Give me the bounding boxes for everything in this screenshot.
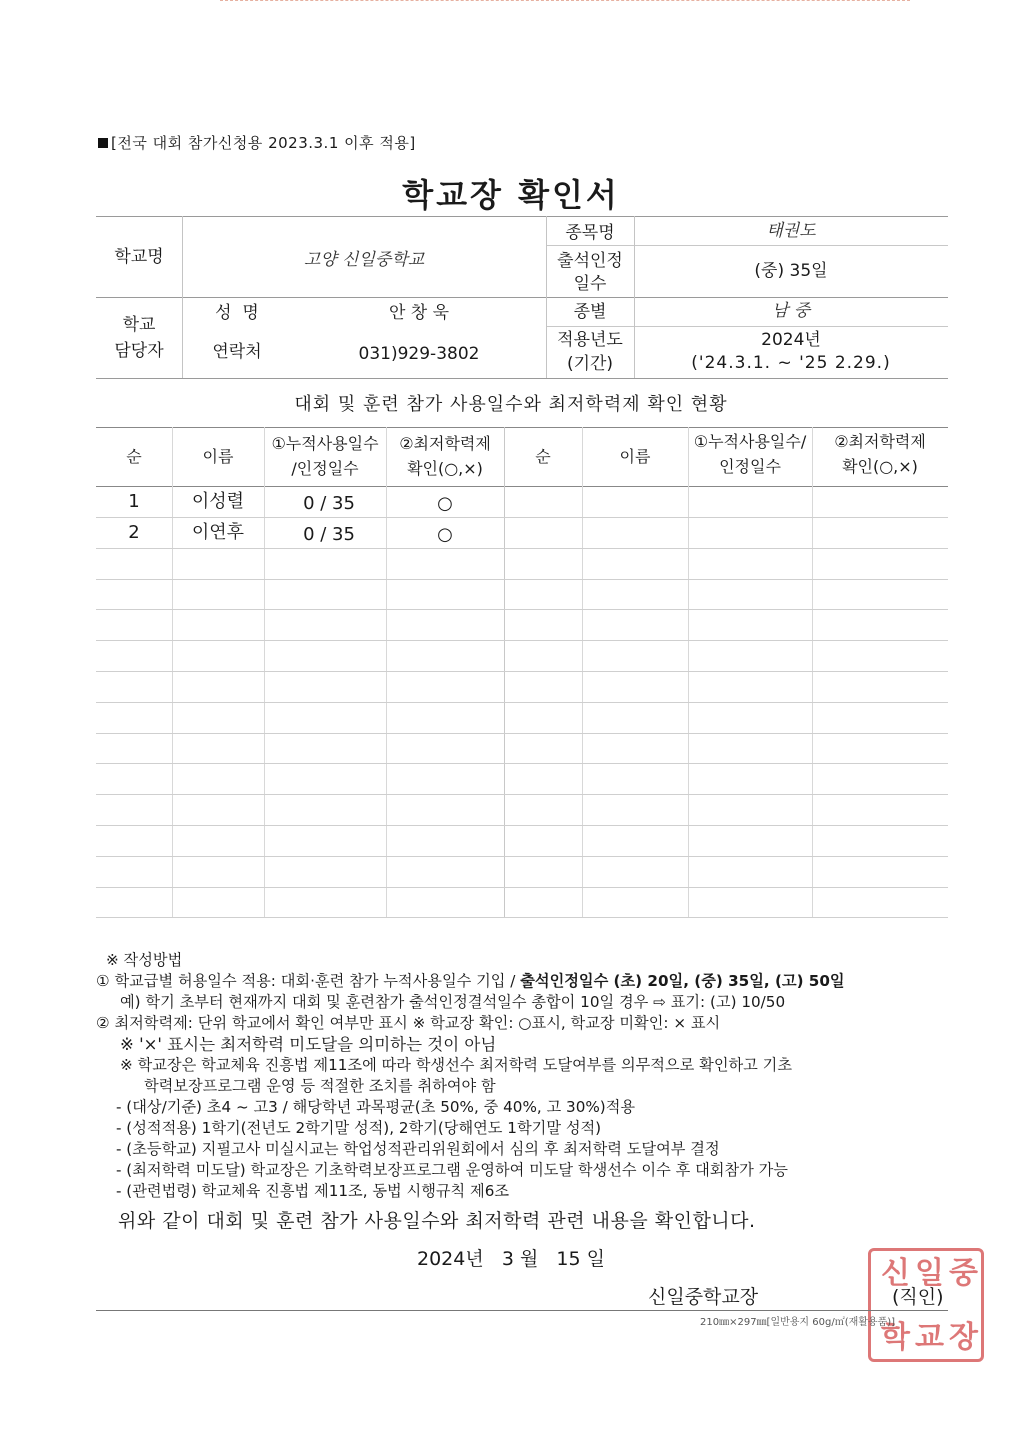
- note-1: ① 학교급별 허용일수 적용: 대회·훈련 참가 누적사용일수 기입 / 출석인정일수 (초) 20일, (중) 35일, (고) 50일: [96, 972, 845, 990]
- name-label: 성 명: [215, 303, 259, 323]
- square-bullet-icon: [98, 138, 108, 148]
- header-days-2: /인정일수: [291, 459, 359, 478]
- seal-char: 중: [949, 1256, 978, 1291]
- note-4-cont: 학력보장프로그램 운영 등 적절한 조치를 취하여야 함: [144, 1077, 496, 1095]
- header-days-1: ①누적사용일수: [271, 434, 379, 453]
- header-check-right-2: 확인(○,×): [842, 457, 918, 476]
- divider: [582, 427, 583, 917]
- table-row-rule: [96, 702, 948, 703]
- sport-label: 종목명: [565, 223, 615, 243]
- table-row-rule: [96, 579, 948, 580]
- table-row-rule: [96, 640, 948, 641]
- confirmation-text: 위와 같이 대회 및 훈련 참가 사용일수와 최저학력 관련 내용을 확인합니다.: [118, 1210, 756, 1232]
- detail-5: - (관련법령) 학교체육 진흥법 제11조, 동법 시행규칙 제6조: [116, 1182, 510, 1200]
- seal-char: 학: [881, 1320, 910, 1355]
- attendance-label-1: 출석인정: [557, 251, 623, 271]
- header-no-right: 순: [535, 447, 551, 466]
- footer-rule: [96, 1310, 948, 1311]
- year-label-2: (기간): [566, 354, 614, 374]
- issue-date: 2024년 3 월 15 일: [417, 1248, 605, 1270]
- header-name-right: 이름: [619, 447, 651, 466]
- seal-char: 장: [949, 1320, 978, 1355]
- detail-2: - (성적적용) 1학기(전년도 2학기말 성적), 2학기(당해연도 1학기말 성적): [116, 1119, 602, 1137]
- divider: [688, 427, 689, 917]
- header-days-right-2: 인정일수: [719, 457, 781, 476]
- note-1-example: 예) 학기 초부터 현재까지 대회 및 훈련참가 출석인정결석일수 총합이 10일 경우 ⇨ 표기: (고) 10/50: [120, 993, 786, 1011]
- gender-label: 종별: [573, 302, 607, 322]
- manager-label-2: 담당자: [114, 341, 164, 361]
- table-row-rule: [96, 917, 948, 918]
- table-row-rule: [96, 763, 948, 764]
- detail-4: - (최저학력 미도달) 학교장은 기초학력보장프로그램 운영하여 미도달 학생선수 이수 후 대회참가 가능: [116, 1161, 788, 1179]
- page-title: 학교장 확인서: [402, 176, 620, 214]
- rule: [96, 427, 948, 428]
- detail-3: - (초등학교) 지필고사 미실시교는 학업성적관리위원회에서 심의 후 최저학력 도달여부 결정: [116, 1140, 720, 1158]
- header-note: [전국 대회 참가신청용 2023.3.1 이후 적용]: [98, 132, 416, 153]
- divider: [812, 427, 813, 917]
- notes-heading: ※ 작성방법: [106, 951, 183, 969]
- section-title: 대회 및 훈련 참가 사용일수와 최저학력제 확인 현황: [294, 394, 728, 415]
- row-2-name: 이연후: [191, 522, 245, 543]
- seal-char: 일: [915, 1256, 944, 1291]
- row-1-name: 이성렬: [191, 491, 245, 512]
- table-row-rule: [96, 887, 948, 888]
- table-row-rule: [96, 733, 948, 734]
- divider: [504, 427, 505, 917]
- header-check-1: ②최저학력제: [399, 434, 491, 453]
- note-3: ※ '×' 표시는 최저학력 미도달을 의미하는 것이 아님: [120, 1035, 497, 1054]
- rule: [96, 216, 948, 217]
- seal-label: (직인): [892, 1286, 944, 1308]
- school-name-value: 고양 신일중학교: [303, 250, 425, 270]
- name-value: 안 창 욱: [388, 303, 450, 323]
- gender-value: 남 중: [771, 301, 811, 321]
- table-row-rule: [96, 671, 948, 672]
- rule: [546, 326, 948, 327]
- table-row-rule: [96, 609, 948, 610]
- school-name-label: 학교명: [114, 247, 164, 267]
- rule: [96, 378, 948, 379]
- header-name: 이름: [202, 447, 234, 466]
- note-2: ② 최저학력제: 단위 학교에서 확인 여부만 표시 ※ 학교장 확인: ○표시, 학교장 미확인: × 표시: [96, 1014, 721, 1032]
- row-2-no: 2: [128, 522, 140, 543]
- table-row-rule: [96, 825, 948, 826]
- attendance-value: (중) 35일: [754, 261, 828, 281]
- period-value: ('24.3.1. ~ '25 2.29.): [691, 353, 891, 373]
- attendance-label-2: 일수: [573, 274, 607, 294]
- detail-1: - (대상/기준) 초4 ~ 고3 / 해당학년 과목평균(초 50%, 중 40%, 고 30%)적용: [116, 1098, 636, 1116]
- rule: [546, 245, 948, 246]
- manager-label-1: 학교: [122, 315, 156, 335]
- paper-spec: 210㎜×297㎜[일반용지 60g/㎡(재활용품)]: [700, 1317, 896, 1328]
- row-1-check: ○: [437, 493, 453, 514]
- row-1-days: 0 / 35: [303, 493, 355, 514]
- instructions: [96, 950, 956, 1202]
- table-row-rule: [96, 517, 948, 518]
- principal-name: 신일중학교장: [648, 1286, 759, 1308]
- header-check-right-1: ②최저학력제: [834, 432, 926, 451]
- header-check-2: 확인(○,×): [407, 459, 483, 478]
- table-row-rule: [96, 548, 948, 549]
- row-2-days: 0 / 35: [303, 524, 355, 545]
- note-4: ※ 학교장은 학교체육 진흥법 제11조에 따라 학생선수 최저학력 도달여부를 의무적으로 확인하고 기초: [120, 1056, 793, 1074]
- top-edge-mark: [220, 0, 910, 1]
- rule: [96, 486, 948, 487]
- row-2-check: ○: [437, 524, 453, 545]
- table-row-rule: [96, 794, 948, 795]
- seal-char: 신: [881, 1256, 910, 1291]
- sport-value: 태권도: [766, 221, 816, 241]
- rule: [96, 297, 948, 298]
- seal-char: 교: [915, 1320, 944, 1355]
- year-value: 2024년: [761, 330, 821, 350]
- year-label-1: 적용년도: [557, 330, 623, 350]
- table-row-rule: [96, 856, 948, 857]
- contact-label: 연락처: [212, 342, 262, 362]
- contact-value: 031)929-3802: [358, 344, 480, 364]
- header-no: 순: [126, 447, 142, 466]
- header-days-right-1: ①누적사용일수/: [693, 432, 807, 451]
- row-1-no: 1: [128, 491, 140, 512]
